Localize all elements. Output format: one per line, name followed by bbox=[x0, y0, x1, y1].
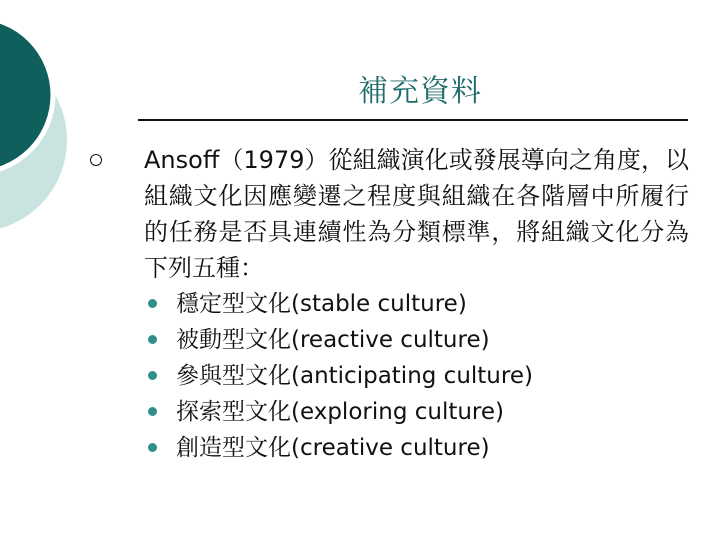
title-underline bbox=[138, 119, 688, 121]
culture-type-list bbox=[148, 286, 533, 466]
decorative-teal-circles bbox=[0, 0, 120, 320]
list-item bbox=[148, 430, 533, 466]
list-item bbox=[148, 394, 533, 430]
main-paragraph: Ansoff（1979）從組織演化或發展導向之角度，以組織文化因應變遷之程度與組織在各階層中所履行的任務是否具連續性為分類標準，將組織文化分為下列五種： bbox=[144, 146, 689, 282]
bullet-dot-icon bbox=[148, 407, 157, 416]
list-item-label: 穩定型文化(stable culture) bbox=[176, 291, 467, 317]
list-item bbox=[148, 286, 533, 322]
bullet-dot-icon bbox=[148, 335, 157, 344]
list-item bbox=[148, 358, 533, 394]
slide-title: 補充資料 bbox=[358, 74, 482, 109]
list-item-label: 探索型文化(exploring culture) bbox=[176, 399, 505, 425]
list-item bbox=[148, 322, 533, 358]
main-bullet-icon bbox=[90, 154, 102, 166]
list-item-label: 參與型文化(anticipating culture) bbox=[176, 363, 533, 389]
bullet-dot-icon bbox=[148, 443, 157, 452]
list-item-label: 創造型文化(creative culture) bbox=[176, 435, 490, 461]
list-item-label: 被動型文化(reactive culture) bbox=[176, 327, 490, 353]
bullet-dot-icon bbox=[148, 371, 157, 380]
bullet-dot-icon bbox=[148, 299, 157, 308]
